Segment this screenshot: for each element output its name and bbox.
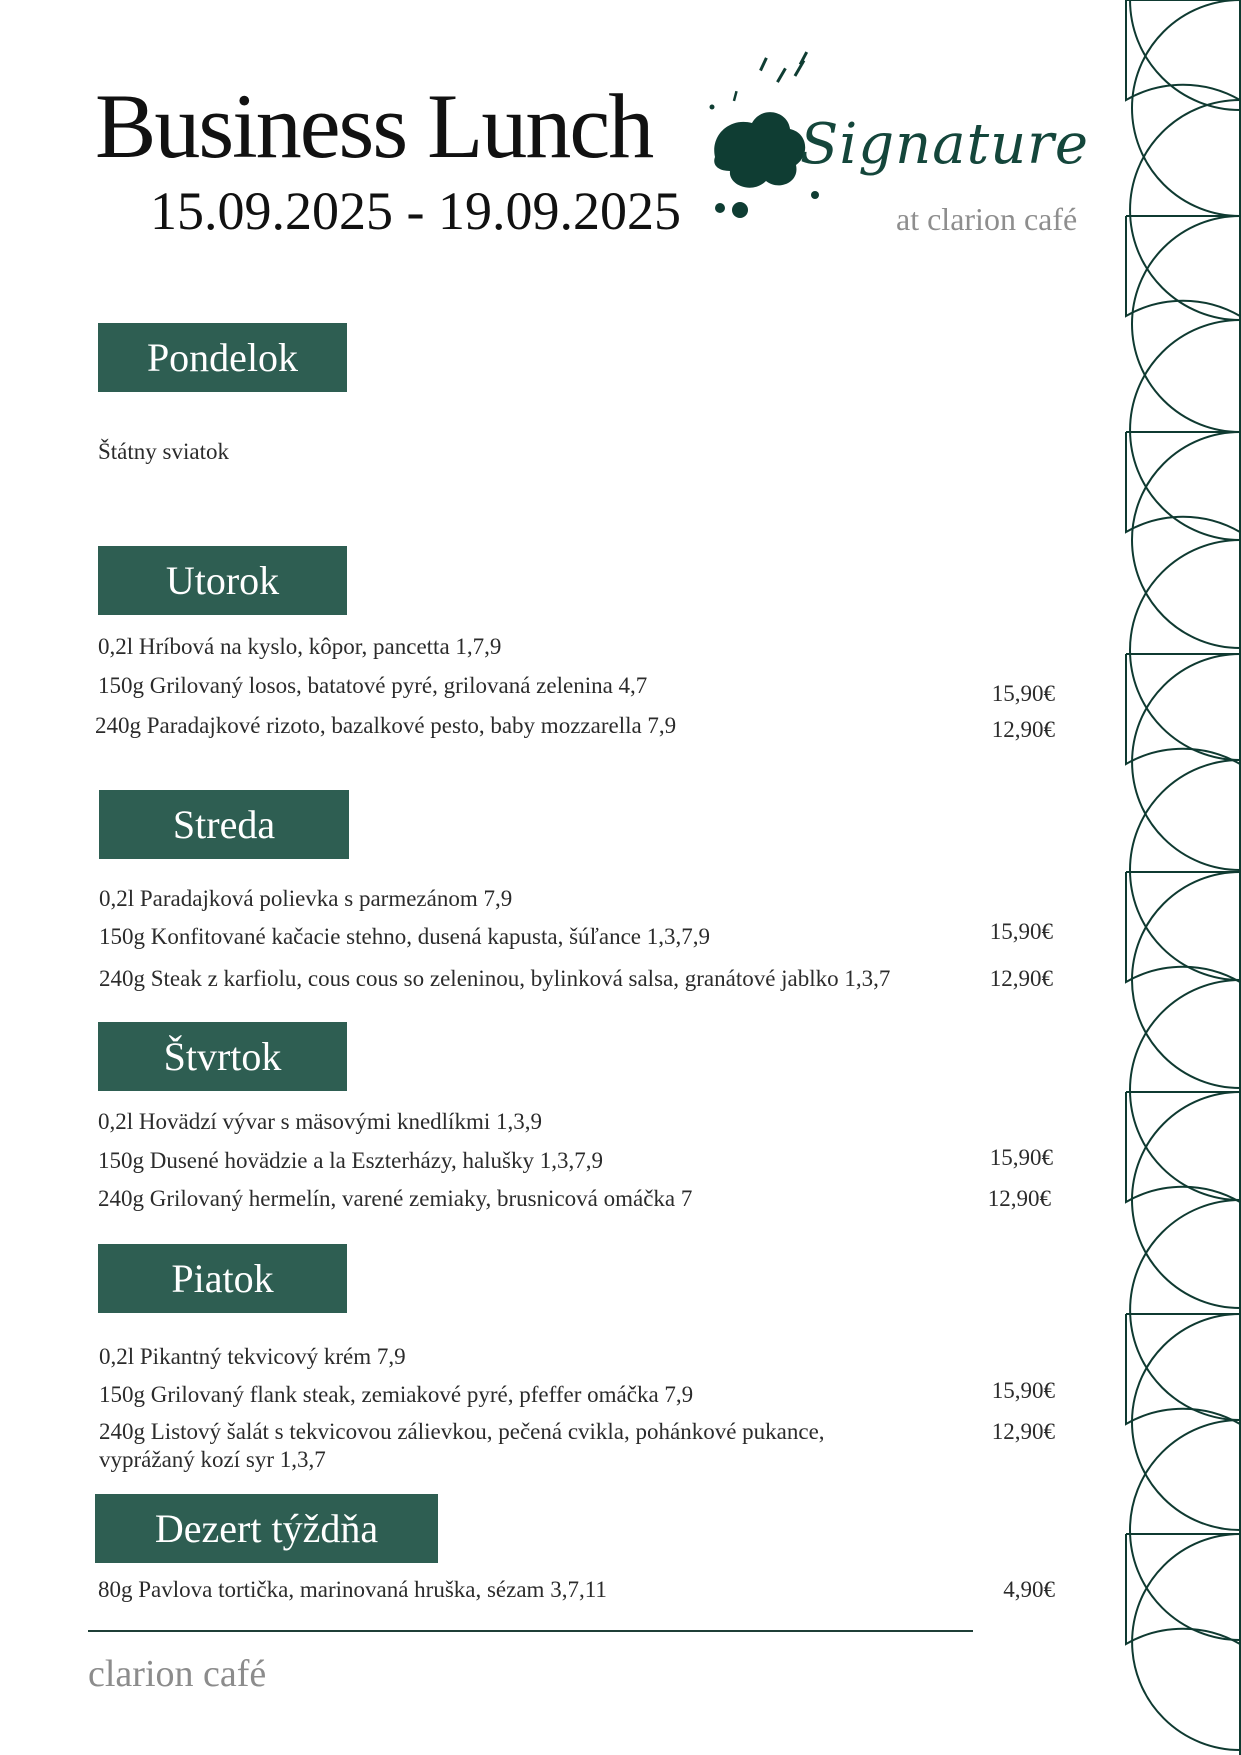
footer-divider <box>88 1630 973 1632</box>
menu-item-price: 12,90€ <box>991 717 1055 742</box>
menu-item-price: 15,90€ <box>989 1145 1053 1170</box>
menu-item-price: 12,90€ <box>989 966 1053 991</box>
day-header-thursday: Štvrtok <box>98 1022 347 1091</box>
signature-logo <box>700 45 1100 255</box>
menu-item-veg: 240g Paradajkové rizoto, bazalkové pesto, baby mozzarella 7,9 <box>95 713 677 738</box>
menu-item-veg: 240g Steak z karfiolu, cous cous so zeleninou, bylinková salsa, granátové jablko 1,3,7 <box>99 966 891 991</box>
menu-item-veg: 240g Grilovaný hermelín, varené zemiaky, brusnicová omáčka 7 <box>98 1186 693 1211</box>
day-header-monday: Pondelok <box>98 323 347 392</box>
menu-item-price: 15,90€ <box>989 919 1053 944</box>
day-header-tuesday: Utorok <box>98 546 347 615</box>
day-header-wednesday: Streda <box>99 790 349 859</box>
logo-subtitle: at clarion café <box>896 201 1078 237</box>
menu-item-soup: 0,2l Pikantný tekvicový krém 7,9 <box>99 1344 406 1369</box>
menu-item-price: 15,90€ <box>991 1378 1055 1403</box>
dessert-item: 80g Pavlova tortička, marinovaná hruška, sézam 3,7,11 <box>98 1577 607 1602</box>
menu-item-veg: 240g Listový šalát s tekvicovou zálievkou, pečená cvikla, pohánkové pukance, vyprážaný kozí syr 1,3,7 <box>99 1419 825 1472</box>
date-range: 15.09.2025 - 19.09.2025 <box>150 181 681 241</box>
menu-item-main: 150g Dusené hovädzie a la Eszterházy, halušky 1,3,7,9 <box>98 1148 603 1173</box>
menu-item-main: 150g Konfitované kačacie stehno, dusená kapusta, šúľance 1,3,7,9 <box>99 924 710 949</box>
menu-item-price: 15,90€ <box>991 681 1055 706</box>
day-header-friday: Piatok <box>98 1244 347 1313</box>
menu-item-soup: 0,2l Hovädzí vývar s mäsovými knedlíkmi 1,3,9 <box>98 1109 542 1134</box>
menu-item-price: 12,90€ <box>991 1419 1055 1444</box>
logo-script: Signature <box>800 112 1090 177</box>
menu-item-soup: 0,2l Paradajková polievka s parmezánom 7,9 <box>99 886 513 911</box>
dessert-header: Dezert týždňa <box>95 1494 438 1563</box>
footer-brand: clarion café <box>88 1653 267 1695</box>
page-title: Business Lunch <box>95 75 653 177</box>
dessert-price: 4,90€ <box>1003 1577 1055 1602</box>
holiday-note: Štátny sviatok <box>98 439 229 464</box>
arch-pattern-decoration <box>1116 0 1241 1755</box>
menu-item-price: 12,90€ <box>987 1186 1051 1211</box>
menu-item-main: 150g Grilovaný flank steak, zemiakové pyré, pfeffer omáčka 7,9 <box>99 1382 694 1407</box>
menu-item-soup: 0,2l Hríbová na kyslo, kôpor, pancetta 1,7,9 <box>98 634 502 659</box>
menu-item-main: 150g Grilovaný losos, batatové pyré, grilovaná zelenina 4,7 <box>98 673 648 698</box>
